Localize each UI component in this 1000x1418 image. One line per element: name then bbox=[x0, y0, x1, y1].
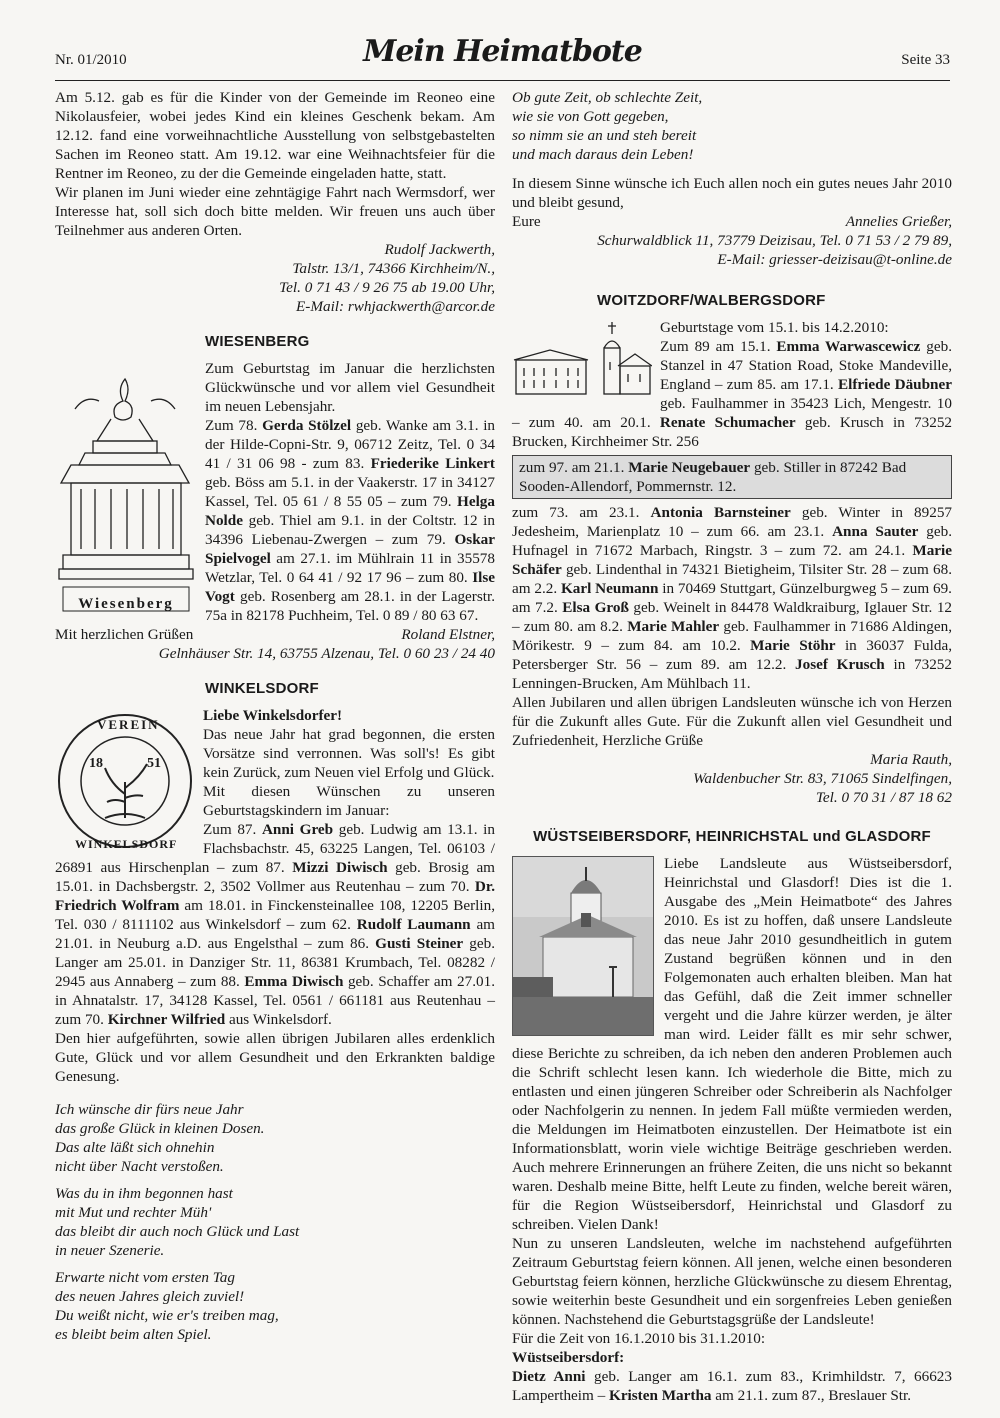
section-title-wuestseibersdorf: WÜSTSEIBERSDORF, HEINRICHSTAL und GLASDORF bbox=[533, 828, 931, 845]
emblem-label: Wiesenberg bbox=[78, 596, 174, 612]
wish-paragraph: In diesem Sinne wünsche ich Euch allen noch ein gutes neues Jahr 2010 und bleibt gesund, bbox=[512, 175, 952, 211]
rauth-signature: Maria Rauth, Waldenbucher Str. 83, 71065 Sindelfingen, Tel. 0 70 31 / 87 18 62 bbox=[693, 751, 952, 806]
section-title-winkelsdorf: WINKELSDORF bbox=[205, 680, 319, 697]
issue-number: Nr. 01/2010 bbox=[55, 52, 127, 68]
griesser-address: Schurwaldblick 11, 73779 Deizisau, Tel. 0 71 53 / 2 79 89, bbox=[597, 232, 952, 249]
wiesenberg-greeting: Mit herzlichen Grüßen Roland Elstner, bbox=[55, 626, 495, 643]
seal-year-left: 18 bbox=[89, 756, 103, 771]
new-year-poem bbox=[55, 1100, 495, 1344]
eure-line: Eure Annelies Grießer, bbox=[512, 213, 952, 230]
woitzdorf-illustration bbox=[512, 318, 652, 398]
winkelsdorf-closing: Den hier aufgeführten, sowie allen übrigen Jubilaren alles erdenklich Gute, Glück und vor allem Gesundheit und den Erkrankten baldige Genesung. bbox=[55, 1030, 495, 1085]
wuestseibersdorf-period: Für die Zeit von 16.1.2010 bis 31.1.2010: bbox=[512, 1330, 766, 1347]
winkelsdorf-seal bbox=[55, 706, 195, 856]
wiesenberg-sig-address: Gelnhäuser Str. 14, 63755 Alzenau, Tel. 0 60 23 / 24 40 bbox=[158, 645, 495, 662]
page-number: Seite 33 bbox=[901, 52, 950, 68]
poem-stanza: Erwarte nicht vom ersten Tag des neuen Jahres gleich zuviel! Du weißt nicht, wie er's treiben mag, es bleibt beim alten Spiel. bbox=[55, 1269, 279, 1343]
church-photo-icon bbox=[513, 857, 653, 1035]
winkelsdorf-text: Liebe Winkelsdorfer! Das neue Jahr hat grad begonnen, die ersten Vorsätze sind verronnen. Was soll's! Es gibt kein Zurück, zum Neuen viel Erfolg und Glück. Mit diesen Wünschen zu unseren Geburtstagskindern im Januar: Zum 87. Anni Greb geb. Ludwig am 13.1. in Flachsbachstr. 45, 63225 Langen, Tel. 06103 / 26891 aus Hirschenplan – zum 87. Mizzi Diwisch geb. Brosig am 15.01. in Dachsbergstr. 2, 3502 Vollmer aus Reutenhau – zum 70. Dr. Friedrich Wolfram am 18.01. in Finckensteinallee 108, 12205 Berlin, Tel. 030 / 8111102 aus Winkelsdorf – zum 62. Rudolf Laumann am 21.01. in Neuburg a.D. aus Engelsthal – zum 86. Gusti Steiner geb. Langer am 25.01. in Danziger Str. 11, 86381 Krumbach, Tel. 08282 / 2945 aus Annaberg – zum 88. Emma Diwisch geb. Schaffer am 27.01. in Ahnatalstr. 17, 34128 Kassel, Tel. 0561 / 661181 aus Reutenhau – zum 70. Kirchner Wilfried aus Winkelsdorf. bbox=[55, 707, 495, 1028]
woitzdorf-text: Geburtstage vom 15.1. bis 14.2.2010: Zum 89 am 15.1. Emma Warwascewicz geb. Stanzel in 47 Station Road, Stoke Mandeville, England – zum 85. am 17.1. Elfriede Däubner geb. Faulhammer in 35423 Lich, Mengestr. 10 – zum 40. am 20.1. Renate Schumacher geb. Krusch in 73252 Brucken, Kirchheimer Str. 256 bbox=[512, 319, 953, 450]
wiesenberg-text: Zum Geburtstag im Januar die herzlichsten Glückwünsche und vor allem viel Gesundheit im neuen Lebensjahr. Zum 78. Gerda Stölzel geb. Wanke am 3.1. in der Hilde-Copni-Str. 9, 06712 Zeitz, Tel. 0 34 41 / 31 06 98 - zum 83. Friederike Linkert geb. Böss am 5.1. in der Vaakerstr. 17 in 34127 Kassel, Tel. 05 61 / 8 55 05 – zum 79. Helga Nolde geb. Thiel am 9.1. in der Coltstr. 12 in 34396 Liebenau-Zwergen – zum 79. Oskar Spielvogel am 27.1. im Mühlrain 11 in 35578 Wetzlar, Tel. 0 64 41 / 92 17 96 – zum 80. Ilse Vogt geb. Rosenberg am 28.1. in der Lagerstr. 75a in 82178 Puchheim, Tel. 0 89 / 80 63 67. bbox=[205, 360, 496, 624]
top-poem: Ob gute Zeit, ob schlechte Zeit, wie sie von Gott gegeben, so nimm sie an und steh bereit und mach daraus dein Leben! bbox=[512, 89, 703, 163]
wuestseibersdorf-list: Dietz Anni geb. Langer am 16.1. zum 83., Krimhildstr. 7, 66623 Lampertheim – Kristen Martha am 21.1. zum 87., Breslauer Str. bbox=[512, 1368, 952, 1404]
wuestseibersdorf-section bbox=[512, 854, 952, 1405]
sig-phone: Tel. 0 71 43 / 9 26 75 ab 19.00 Uhr, bbox=[279, 279, 495, 296]
right-column bbox=[512, 88, 952, 1405]
sig-address: Talstr. 13/1, 74366 Kirchheim/N., bbox=[292, 260, 495, 277]
intro-paragraph: Am 5.12. gab es für die Kinder von der Gemeinde im Reoneo eine Nikolausfeier, wobei jedes Kind ein kleines Geschenk bekam. Am 12.12. fand eine vorweihnachtliche Ausstellung von selbstgebastelten Sachen im Reoneo statt. Am 19.12. war eine Weihnachtsfeier für die Rentner im Reoneo, zu der die Gemeinde eingeladen hatte, statt. bbox=[55, 89, 495, 182]
sig-name: Rudolf Jackwerth, bbox=[384, 241, 495, 258]
church-photo bbox=[512, 856, 654, 1036]
woitzdorf-section bbox=[512, 318, 952, 807]
wuestseibersdorf-place: Wüstseibersdorf: bbox=[512, 1349, 625, 1366]
winkelsdorf-section bbox=[55, 706, 495, 1086]
seal-text-bottom: WINKELSDORF bbox=[75, 837, 178, 851]
fountain-icon bbox=[55, 359, 197, 621]
page-header bbox=[55, 34, 950, 74]
signature-jackwerth bbox=[55, 240, 495, 316]
highlighted-birthday-box: zum 97. am 21.1. Marie Neugebauer geb. Stiller in 87242 Bad Sooden-Allendorf, Pommernstr. 12. bbox=[512, 455, 952, 499]
poem-stanza: Ich wünsche dir fürs neue Jahr das große Glück in kleinen Dosen. Das alte läßt sich ohnehin nicht über Nacht verstoßen. bbox=[55, 1101, 265, 1175]
header-rule bbox=[55, 80, 950, 81]
section-title-wiesenberg: WIESENBERG bbox=[205, 333, 310, 350]
seal-text-top: VEREIN bbox=[97, 717, 160, 732]
woitzdorf-list: zum 73. am 23.1. Antonia Barnsteiner geb. Winter in 89257 Jedesheim, Marienplatz 10 – zum 66. am 23.1. Anna Sauter geb. Hufnagel in 71672 Marbach, Ringstr. 3 – zum 72. am 24.1. Marie Schäfer geb. Lindenthal in 74321 Bietigheim, Tilsiter Str. 28 – zum 68. am 2.2. Karl Neumann in 70469 Stuttgart, Günzelburgweg 5 – zum 69. am 7.2. Elsa Groß geb. Weinelt in 84478 Waldkraiburg, Iglauer Str. 12 – zum 80. am 8.2. Marie Mahler geb. Faulhammer in 71686 Aldingen, Mörikestr. 9 – zum 84. am 10.2. Marie Stöhr in 36037 Fulda, Petersberger Str. 56 – zum 89. am 12.2. Josef Krusch in 73252 Lenningen-Brucken, Am Mühlbach 11. bbox=[512, 504, 953, 692]
church-icon bbox=[512, 318, 652, 398]
wiesenberg-section bbox=[55, 359, 495, 663]
masthead: Mein Heimatbote bbox=[363, 34, 642, 69]
intro-paragraph-2: Wir planen im Juni wieder eine zehntägige Fahrt nach Wermsdorf, wer Interesse hat, soll sich doch bitte melden. Wir freuen uns auch über Teilnehmer aus anderen Orten. bbox=[55, 184, 495, 239]
section-title-woitzdorf: WOITZDORF/WALBERGSDORF bbox=[597, 292, 826, 309]
left-column bbox=[55, 88, 495, 1352]
poem-stanza: Was du in ihm begonnen hast mit Mut und rechter Müh' das bleibt dir auch noch Glück und Last in neuer Szenerie. bbox=[55, 1185, 300, 1259]
woitzdorf-closing: Allen Jubilaren und allen übrigen Landsleuten wünsche ich von Herzen für die Zukunft alles Gute. Für die Zukunft allen viel Gesundheit und Zufriedenheit, Herzliche Grüße bbox=[512, 694, 952, 749]
griesser-email[interactable]: E-Mail: griesser-deizisau@t-online.de bbox=[717, 251, 952, 268]
seal-year-right: 51 bbox=[147, 756, 161, 771]
sig-email[interactable]: E-Mail: rwhjackwerth@arcor.de bbox=[295, 298, 495, 315]
wuestseibersdorf-text-2: Nun zu unseren Landsleuten, welche im nachstehend aufgeführten Zeitraum Geburtstag feiern können. All jenen, welche einen besonderen Geburtstag feiern können, herzliche Glückwünsche zu diesem Ehrentag, sowie weiterhin beste Gesundheit und ein sorgenfreies Leben genießen können. Nachstehend die Geburtstagsgrüße der Landsleute! bbox=[512, 1235, 952, 1328]
wiesenberg-emblem bbox=[55, 359, 197, 621]
wuestseibersdorf-text: Liebe Landsleute aus Wüstseibersdorf, Heinrichstal und Glasdorf! Dies ist die 1. Ausgabe des „Mein Heimatbote“ des Jahres 2010. Es ist zu hoffen, daß unsere Landsleute das neue Jahr 2010 gesundheitlich in gutem Zustand begrüßen können und in den Folgemonaten auch erhalten bleiben. Man hat das Gefühl, daß die Zeit immer schneller vergeht und die Jahre kürzer werden, je älter man wird. Leider fällt es mir sehr schwer, diese Berichte zu schreiben, da ich neben den anderen Problemen auch die Schrift schlecht lesen kann. Ich wiederhole die Bitte, mich zu entlasten und einen jüngeren Schreiber oder Schreiberin als Nachfolger oder Nachfolgerin zu nennen. In jedem Fall müßte vermieden werden, die Meldungen im Heimatboten einzustellen. Der Heimatbote ist ein Informationsblatt, worin viele wichtige Beiträge geschrieben werden. Auch mehrere Erinnerungen an frühere Zeiten, die uns nicht so bekannt waren. Deshalb meine Bitte, helft Leute zu finden, welche bereit wären, für die Region Wüstseibersdorf, Heinrichstal und Glasdorf zu schreiben. Vielen Dank! bbox=[512, 855, 952, 1233]
